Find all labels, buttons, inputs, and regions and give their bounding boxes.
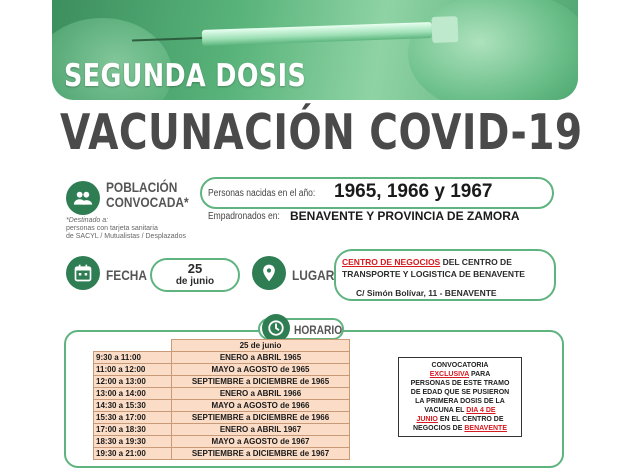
table-header-blank — [94, 340, 172, 352]
table-row — [94, 424, 350, 436]
empadronados-value: BENAVENTE Y PROVINCIA DE ZAMORA — [290, 209, 520, 223]
banner-title: SEGUNDA DOSIS — [64, 58, 307, 94]
table-header-date: 25 de junio — [172, 340, 350, 352]
table-row — [94, 400, 350, 412]
table-row — [94, 376, 350, 388]
nacidas-label: Personas nacidas en el año: — [208, 188, 316, 199]
table-row — [94, 412, 350, 424]
header-banner — [52, 0, 578, 100]
note-line7: JUNIO EN EL CENTRO DE — [416, 416, 504, 423]
row-time: 13:00 a 14:00 — [94, 388, 172, 400]
fecha-day: 25 — [187, 261, 203, 276]
row-months: ENERO a ABRIL 1965 — [172, 352, 350, 364]
fecha-month: de junio — [175, 276, 215, 287]
row-time: 17:00 a 18:30 — [94, 424, 172, 436]
glove-hand-image — [408, 0, 578, 100]
table-row — [94, 448, 350, 460]
row-months: SEPTIEMBRE a DICIEMBRE de 1965 — [172, 376, 350, 388]
row-months: MAYO a AGOSTO de 1967 — [172, 436, 350, 448]
row-months: SEPTIEMBRE a DICIEMBRE de 1966 — [172, 412, 350, 424]
destinado-heading: *Destinado a: — [66, 217, 109, 224]
note-line8: NEGOCIOS DE BENAVENTE — [413, 425, 507, 432]
nacidas-value: 1965, 1966 y 1967 — [334, 181, 493, 202]
lugar-address: C/ Simón Bolívar, 11 - BENAVENTE — [356, 288, 497, 298]
note-line5: LA PRIMERA DOSIS DE LA — [415, 398, 505, 405]
row-time: 12:00 a 13:00 — [94, 376, 172, 388]
lugar-label: LUGAR — [292, 267, 335, 283]
table-row — [94, 388, 350, 400]
note-line1: CONVOCATORIA — [431, 362, 489, 369]
row-months: SEPTIEMBRE a DICIEMBRE de 1967 — [172, 448, 350, 460]
row-time: 15:30 a 17:00 — [94, 412, 172, 424]
horario-table — [93, 339, 350, 460]
destinado-line1: personas con tarjeta sanitaria — [66, 225, 158, 232]
empadronados-label: Empadronados en: — [208, 211, 280, 222]
note-line6: VACUNA EL DIA 4 DE — [424, 407, 496, 414]
row-time: 9:30 a 11:00 — [94, 352, 172, 364]
table-row — [94, 352, 350, 364]
poblacion-label: POBLACIÓN — [106, 179, 178, 195]
note-line4: DE EDAD QUE SE PUSIERON — [410, 389, 510, 396]
location-pin-icon — [252, 256, 286, 290]
row-months: MAYO a AGOSTO de 1966 — [172, 400, 350, 412]
clock-icon — [262, 314, 290, 342]
convocada-label: CONVOCADA* — [106, 194, 189, 210]
row-months: ENERO a ABRIL 1966 — [172, 388, 350, 400]
lugar-line1: CENTRO DE NEGOCIOS DEL CENTRO DE — [342, 257, 512, 267]
row-time: 11:00 a 12:00 — [94, 364, 172, 376]
row-time: 19:30 a 21:00 — [94, 448, 172, 460]
table-header-row — [94, 340, 350, 352]
table-row — [94, 436, 350, 448]
horario-label: HORARIO — [294, 323, 343, 337]
note-line3: PERSONAS DE ESTE TRAMO — [410, 380, 510, 387]
calendar-icon — [66, 256, 100, 290]
convocatoria-note — [398, 357, 522, 437]
fecha-label: FECHA — [106, 267, 147, 283]
note-line2: EXCLUSIVA PARA — [429, 371, 491, 378]
row-time: 14:30 a 15:30 — [94, 400, 172, 412]
destinado-line2: de SACYL / Mutualistas / Desplazados — [66, 233, 186, 240]
row-months: ENERO a ABRIL 1967 — [172, 424, 350, 436]
main-title: VACUNACIÓN COVID-19 — [60, 104, 583, 161]
lugar-line2: TRANSPORTE Y LOGISTICA DE BENAVENTE — [342, 269, 525, 279]
syringe-image — [202, 22, 432, 46]
row-months: MAYO a AGOSTO de 1965 — [172, 364, 350, 376]
row-time: 18:30 a 19:30 — [94, 436, 172, 448]
people-icon — [66, 181, 100, 215]
table-row — [94, 364, 350, 376]
